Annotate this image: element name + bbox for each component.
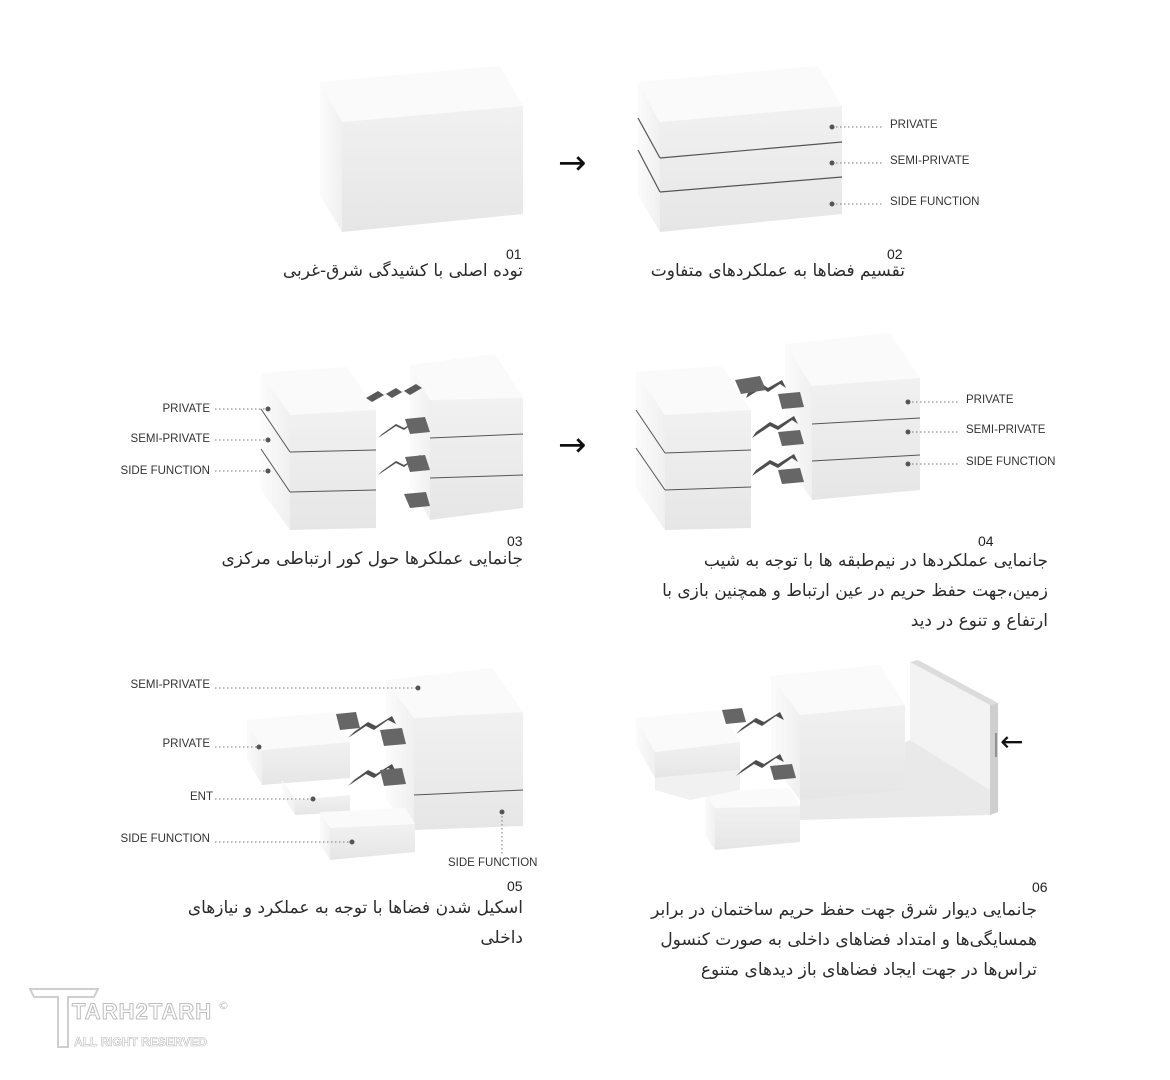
label-side-function-02: SIDE FUNCTION — [890, 196, 980, 208]
watermark-brand: TARH2TARH — [72, 999, 213, 1024]
label-private-02: PRIVATE — [890, 119, 938, 131]
step-number-05: 05 — [507, 878, 523, 894]
label-side-function-05: SIDE FUNCTION — [120, 833, 210, 845]
label-semi-private-03: SEMI-PRIVATE — [130, 433, 210, 445]
label-semi-private-02: SEMI-PRIVATE — [890, 155, 970, 167]
step-number-04: 04 — [978, 533, 994, 549]
mass-block-05 — [247, 668, 523, 860]
right-arrow-icon: → — [558, 143, 587, 183]
watermark-logo — [28, 985, 238, 1059]
left-arrow-icon: ← — [1000, 725, 1024, 758]
step-number-01: 01 — [506, 246, 522, 262]
mass-block-02 — [638, 66, 842, 232]
label-private-05: PRIVATE — [162, 738, 210, 750]
step-caption-01: توده اصلی با کشیدگی شرق-غربی — [282, 261, 523, 281]
label-private-03: PRIVATE — [162, 403, 210, 415]
mass-block-03 — [261, 354, 523, 530]
label-side-function-03: SIDE FUNCTION — [120, 465, 210, 477]
step-caption-06: جانمایی دیوار شرق جهت حفظ حریم ساختمان در برابر همسایگی‌ها و امتداد فضاهای داخلی به صورت کنسول تراس‌ها در جهت ایجاد فضاهای باز دیدهای متنوع — [651, 900, 1037, 980]
watermark-sub: ALL RIGHT RESERVED — [74, 1035, 207, 1049]
step-caption-02: تقسیم فضاها به عملکردهای متفاوت — [650, 261, 905, 281]
label-side-function-04: SIDE FUNCTION — [966, 456, 1056, 468]
step-caption-04: جانمایی عملکردها در نیم‌طبقه ها با توجه به شیب زمین،جهت حفظ حریم در عین ارتباط و همچنین بازی با ارتفاع و تنوع در دید — [662, 551, 1048, 631]
mass-block-06 — [636, 660, 998, 850]
label-side-function-05b: SIDE FUNCTION — [448, 857, 538, 869]
step-caption-03: جانمایی عملکرها حول کور ارتباطی مرکزی — [221, 549, 523, 569]
step-caption-05: اسکیل شدن فضاها با توجه به عملکرد و نیازهای داخلی — [187, 898, 523, 948]
step-number-06: 06 — [1032, 879, 1048, 895]
watermark-copyright: © — [218, 999, 229, 1012]
label-semi-private-04: SEMI-PRIVATE — [966, 424, 1046, 436]
right-arrow-icon: → — [558, 425, 587, 465]
label-private-04: PRIVATE — [966, 394, 1014, 406]
leader-lines-03 — [215, 407, 271, 474]
leader-lines-02 — [830, 125, 885, 207]
label-ent-05: ENT — [190, 791, 213, 803]
step-number-02: 02 — [887, 246, 903, 262]
leader-lines-05 — [215, 686, 505, 856]
mass-block-04 — [636, 333, 920, 530]
mass-block-01 — [320, 66, 523, 232]
label-semi-private-05: SEMI-PRIVATE — [130, 679, 210, 691]
step-number-03: 03 — [507, 533, 523, 549]
leader-lines-04 — [906, 400, 961, 467]
